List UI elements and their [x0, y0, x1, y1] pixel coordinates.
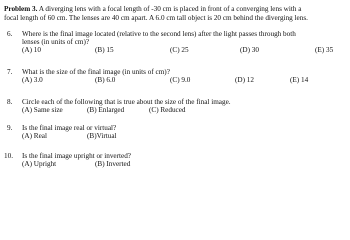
question-9-option-b[interactable]: (B)Virtual [87, 132, 117, 140]
question-6-number: 6. [7, 30, 13, 38]
question-6-option-a[interactable]: (A) 10 [22, 46, 41, 54]
question-7-option-b[interactable]: (B) 6.0 [95, 76, 116, 84]
question-8-option-b[interactable]: (B) Enlarged [87, 106, 125, 114]
question-10-number: 10. [4, 152, 13, 160]
question-8-option-c[interactable]: (C) Reduced [149, 106, 186, 114]
question-7-option-c[interactable]: (C) 9.0 [170, 76, 191, 84]
question-7-number: 7. [7, 68, 13, 76]
question-9-number: 9. [7, 124, 13, 132]
question-9-option-a[interactable]: (A) Real [22, 132, 47, 140]
question-7-option-d[interactable]: (D) 12 [235, 76, 254, 84]
question-8-text: Circle each of the following that is true about the size of the final image. [22, 98, 231, 106]
problem-text-1: A diverging lens with a focal length of -30 cm is placed in front of a converging lens with a [38, 5, 302, 13]
question-10-option-a[interactable]: (A) Upright [22, 160, 57, 168]
question-6-option-e[interactable]: (E) 35 [315, 46, 334, 54]
question-6-option-c[interactable]: (C) 25 [170, 46, 189, 54]
question-8-number: 8. [7, 98, 13, 106]
question-6-option-b[interactable]: (B) 15 [95, 46, 114, 54]
question-9-text: Is the final image real or virtual? [22, 124, 117, 132]
question-7-option-a[interactable]: (A) 3.0 [22, 76, 43, 84]
question-6-text-1: Where is the final image located (relative to the second lens) after the light passes through both [22, 30, 296, 38]
question-6-option-d[interactable]: (D) 30 [240, 46, 259, 54]
question-8-option-a[interactable]: (A) Same size [22, 106, 63, 114]
problem-statement-line-1 [4, 5, 301, 13]
problem-title: Problem 3. [4, 5, 38, 13]
problem-text-2: focal length of 60 cm. The lenses are 40 cm apart. A 6.0 cm tall object is 20 cm behind the diverging lens. [4, 14, 308, 22]
question-10-option-b[interactable]: (B) Inverted [95, 160, 131, 168]
question-7-text: What is the size of the final image (in units of cm)? [22, 68, 170, 76]
question-7-option-e[interactable]: (E) 14 [290, 76, 309, 84]
question-10-text: Is the final image upright or inverted? [22, 152, 131, 160]
question-6-text-2: lenses (in units of cm)? [22, 38, 90, 46]
